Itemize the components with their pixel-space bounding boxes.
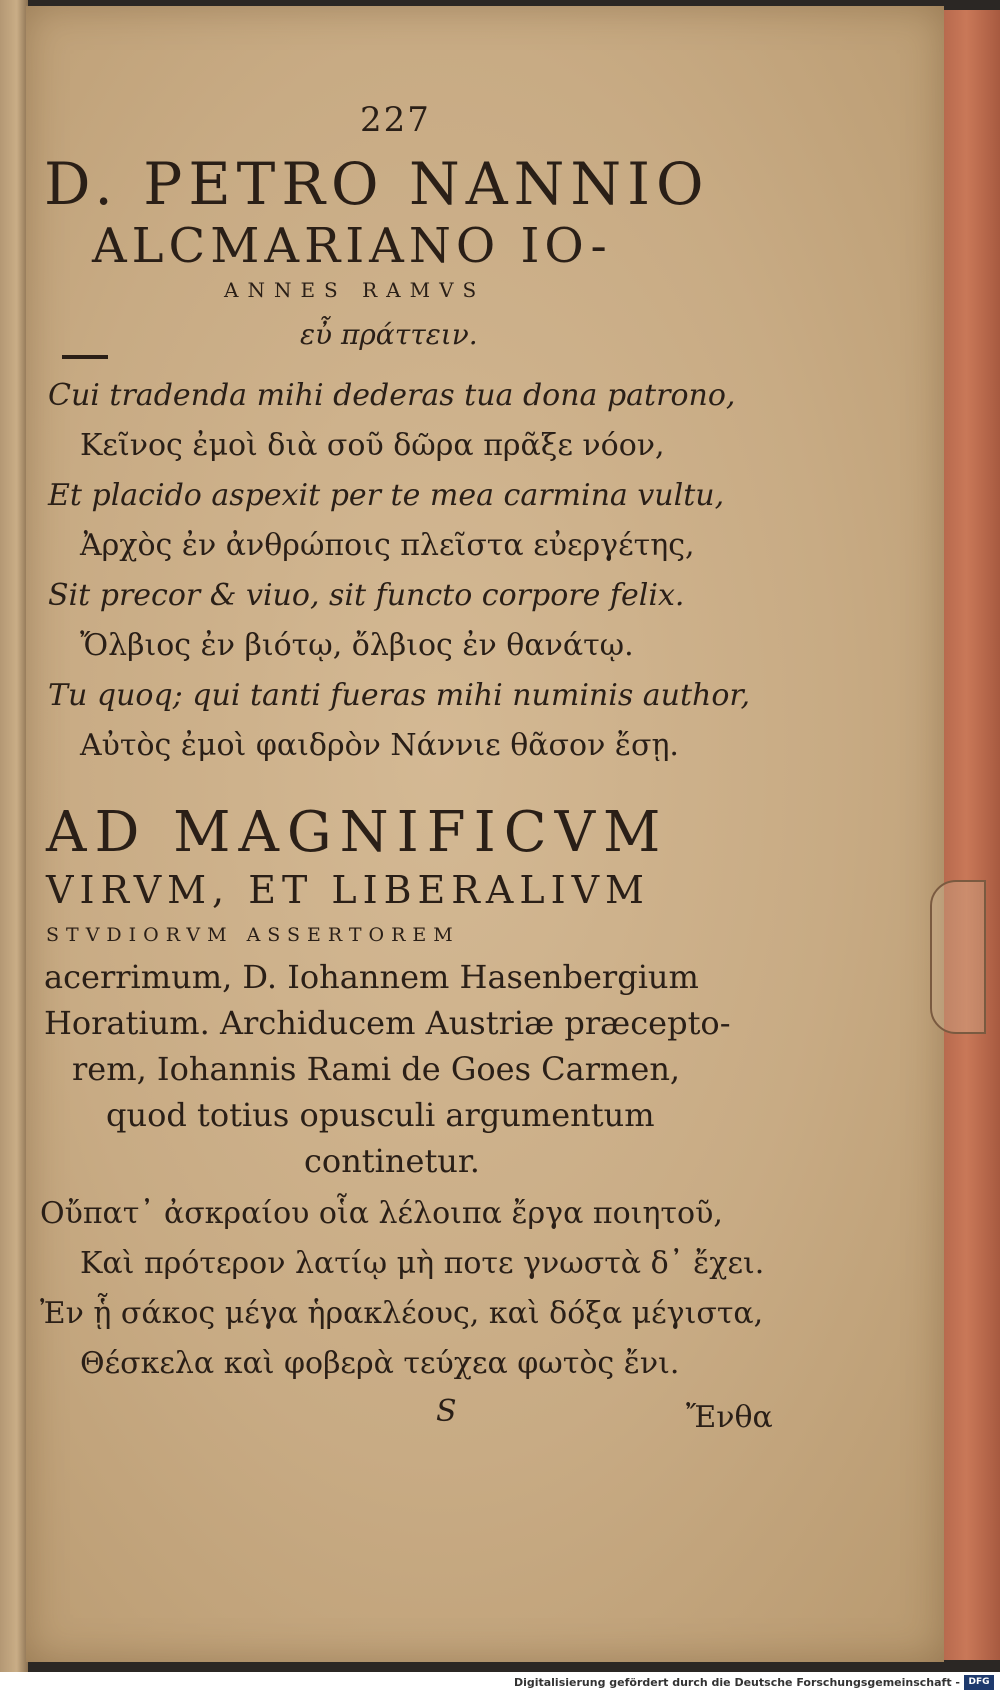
heading-2-line-3: STVDIORVM ASSERTOREM xyxy=(46,924,460,946)
heading-2-body-line: Horatium. Archiducem Austriæ præcepto- xyxy=(44,1004,731,1042)
heading-2-body-line: continetur. xyxy=(304,1142,480,1180)
heading-2-body-line: acerrimum, D. Iohannem Hasenbergium xyxy=(44,958,699,996)
poem-2-line: Οὔπατ᾽ ἀσκραίου οἷα λέλοιπα ἔργα ποιητοῦ, xyxy=(40,1196,723,1231)
page-tab-marker xyxy=(930,880,986,1034)
poem-1-line: Tu quoq; qui tanti fueras mihi numinis author, xyxy=(48,678,750,713)
poem-1-line: Κεῖνος ἐμοὶ διὰ σοῦ δῶρα πρᾶξε νόον, xyxy=(80,428,665,463)
title-line-1: D. PETRO NANNIO xyxy=(44,150,710,218)
section-rule xyxy=(62,355,108,359)
poem-2-line: Ἐν ᾗ σάκος μέγα ἡρακλέους, καὶ δόξα μέγιστα, xyxy=(40,1296,764,1331)
poem-1-line: Sit precor & viuo, sit functo corpore felix. xyxy=(48,578,685,613)
heading-2-body-line: rem, Iohannis Rami de Goes Carmen, xyxy=(72,1050,681,1088)
title-greek-greeting: εὖ πράττειν. xyxy=(300,318,478,351)
title-line-2: ALCMARIANO IO- xyxy=(92,218,612,274)
previous-page-edge xyxy=(0,0,28,1672)
dfg-logo: DFG xyxy=(964,1675,994,1690)
poem-2-line: Θέσκελα καὶ φοβερὰ τεύχεα φωτὸς ἔνι. xyxy=(80,1346,680,1381)
poem-1-line: Αὐτὸς ἐμοὶ φαιδρὸν Νάννιε θᾶσον ἔσῃ. xyxy=(80,728,679,763)
heading-2-line-1: AD MAGNIFICVM xyxy=(46,800,669,865)
catchword: Ἔνθα xyxy=(686,1400,773,1435)
signature-mark: S xyxy=(436,1394,457,1429)
heading-2-line-2: VIRVM, ET LIBERALIVM xyxy=(46,868,650,912)
funding-credit: Digitalisierung gefördert durch die Deutsche Forschungsgemeinschaft - xyxy=(513,1676,960,1689)
poem-1-line: Cui tradenda mihi dederas tua dona patrono, xyxy=(48,378,736,413)
poem-1-line: Et placido aspexit per te mea carmina vultu, xyxy=(48,478,725,513)
page-number: 227 xyxy=(360,100,431,140)
poem-1-line: Ὄλβιος ἐν βιότῳ, ὄλβιος ἐν θανάτῳ. xyxy=(80,628,634,663)
poem-2-line: Καὶ πρότερον λατίῳ μὴ ποτε γνωστὰ δ᾽ ἔχει. xyxy=(80,1246,765,1281)
title-line-3: ANNES RAMVS xyxy=(224,278,486,302)
heading-2-body-line: quod totius opusculi argumentum xyxy=(106,1096,655,1134)
page-fore-edge xyxy=(944,10,1000,1660)
poem-1-line: Ἀρχὸς ἐν ἀνθρώποις πλεῖστα εὐεργέτης, xyxy=(80,528,695,563)
